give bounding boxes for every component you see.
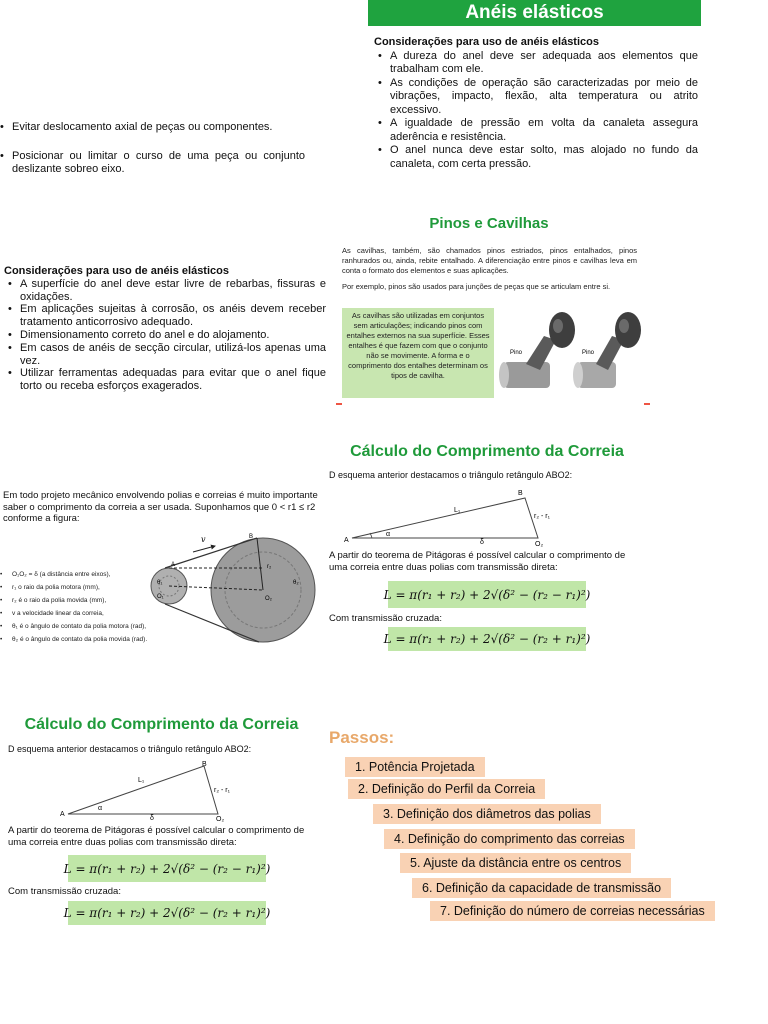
considerations-2-bullet: • Dimensionamento correto do anel e do alojamento.: [20, 329, 326, 342]
step-3: 3. Definição dos diâmetros das polias: [373, 804, 601, 824]
correia-intro-1: D esquema anterior destacamos o triângulo retângulo ABO2:: [329, 470, 573, 480]
tri2-side: r₂ - r₁: [214, 787, 230, 794]
fig-O2: O₂: [265, 596, 272, 602]
considerations-2-bullet: • Utilizar ferramentas adequadas para evitar que o anel fique torto ou receba esforços exagerados.: [20, 367, 326, 393]
tri2-delta: δ: [150, 815, 154, 822]
legend-item: • v a velocidade linear da correia,: [12, 607, 154, 620]
pinos-para-1: As cavilhas, também, são chamados pinos estriados, pinos entalhados, pinos ranhurados ou, ainda, rebite entalhado. A diferenciação entre pinos e cavilhas leva em conta o formato dos elementos e suas aplicações.: [342, 246, 637, 275]
pino-label-1: Pino: [510, 350, 523, 356]
tri2-O2: O₂: [216, 816, 225, 823]
fig-B: B: [249, 534, 254, 540]
step-5: 5. Ajuste da distância entre os centros: [400, 853, 631, 873]
step-4: 4. Definição do comprimento das correias: [384, 829, 635, 849]
divider-mark: [336, 403, 342, 405]
left-bullet-list: [0, 121, 305, 176]
pinos-para-2: Por exemplo, pinos são usados para junções de peças que se articulam entre si.: [342, 282, 611, 291]
tri-A: A: [344, 537, 349, 544]
polias-legend: [4, 568, 154, 646]
pino-illustrations: [496, 304, 646, 400]
correia-text-1: A partir do teorema de Pitágoras é possível calcular o comprimento de uma correia entre duas polias com transmissão direta:: [329, 550, 626, 573]
aneis-considerations: [374, 36, 698, 171]
formula-direct-1: L = π(r₁ + r₂) + 2√(δ² − (r₂ − r₁)²): [388, 581, 586, 608]
considerations-2-bullet: • Em aplicações sujeitas à corrosão, os anéis devem receber tratamento anticorrosivo adequado.: [20, 303, 326, 329]
legend-item: • O₁O₂ = δ (a distância entre eixos),: [12, 568, 154, 581]
legend-item: • θ₂ é o ângulo de contato da polia movida (rad).: [12, 633, 154, 646]
considerations-2: [4, 265, 326, 393]
correia-intro-2: D esquema anterior destacamos o triângulo retângulo ABO2:: [8, 744, 252, 754]
correia-title-2: Cálculo do Comprimento da Correia: [24, 716, 299, 733]
tri-side: r₂ - r₁: [534, 513, 550, 520]
aneis-bullet: • A igualdade de pressão em volta da canaleta assegura aderência e resistência.: [390, 117, 698, 144]
polias-legend-list: [4, 568, 154, 646]
step-1: 1. Potência Projetada: [345, 757, 485, 777]
polias-figure: [153, 528, 319, 652]
formula-direct-2: L = π(r₁ + r₂) + 2√(δ² − (r₂ − r₁)²): [68, 855, 266, 882]
fig-v: v: [201, 535, 206, 544]
correia-title-1: Cálculo do Comprimento da Correia: [350, 443, 624, 460]
tri-delta: δ: [480, 539, 484, 546]
triangle-diagram-1: [330, 484, 570, 548]
aneis-heading: Considerações para uso de anéis elásticos: [374, 36, 599, 48]
tri-B: B: [518, 490, 523, 497]
considerations-2-list: [4, 278, 326, 393]
correia-text-3: A partir do teorema de Pitágoras é possível calcular o comprimento de uma correia entre duas polias com transmissão direta:: [8, 825, 305, 848]
aneis-bullet: • O anel nunca deve estar solto, mas alojado no fundo da canaleta, com certa pressão.: [390, 144, 698, 171]
step-7: 7. Definição do número de correias necessárias: [430, 901, 715, 921]
step-2: 2. Definição do Perfil da Correia: [348, 779, 545, 799]
tri-alpha: α: [386, 531, 391, 538]
aneis-title: Anéis elásticos: [368, 0, 701, 26]
fig-r2: r₂: [267, 564, 272, 570]
passos-title: Passos:: [329, 728, 395, 747]
correia-text-2: Com transmissão cruzada:: [329, 613, 442, 624]
pino-label-2: Pino: [582, 350, 595, 356]
fig-theta1: θ₁: [157, 580, 163, 586]
polias-intro: Em todo projeto mecânico envolvendo polias e correias é muito importante saber o comprimento da correia a ser usada. Suponhamos que 0 < r1 ≤ r2 conforme a figura:: [3, 490, 318, 524]
considerations-2-bullet: • Em casos de anéis de secção circular, utilizá-los apenas uma vez.: [20, 342, 326, 368]
correia-text-4: Com transmissão cruzada:: [8, 886, 121, 897]
formula-crossed-2: L = π(r₁ + r₂) + 2√(δ² − (r₂ + r₁)²): [68, 901, 266, 925]
formula-crossed-1: L = π(r₁ + r₂) + 2√(δ² − (r₂ + r₁)²): [388, 627, 586, 651]
tri2-A: A: [60, 811, 65, 818]
aneis-bullet: • As condições de operação são caracterizadas por meio de vibrações, impacto, flexão, alta temperatura ou atrito excessivo.: [390, 77, 698, 118]
pinos-title: Pinos e Cavilhas: [429, 215, 549, 232]
legend-item: • θ₁ é o ângulo de contato da polia motora (rad),: [12, 620, 154, 633]
left-bullet: • Evitar deslocamento axial de peças ou componentes.: [12, 121, 305, 134]
legend-item: • r₁ o raio da polia motora (mm),: [12, 581, 154, 594]
fig-O1: O₁: [157, 594, 164, 600]
legend-item: • r₂ é o raio da polia movida (mm),: [12, 594, 154, 607]
divider-mark: [644, 403, 650, 405]
tri2-alpha: α: [98, 805, 103, 812]
left-bullet: • Posicionar ou limitar o curso de uma peça ou conjunto deslizante sobreo eixo.: [12, 150, 305, 176]
fig-A: A: [171, 562, 176, 568]
step-6: 6. Definição da capacidade de transmissão: [412, 878, 671, 898]
tri-L1: L₁: [454, 507, 461, 514]
cavilhas-box: As cavilhas são utilizadas em conjuntos sem articulações; indicando pinos com entalhes externos na sua superfície. Esses entalhes é que fazem com que o conjunto não se movimente. A forma e o comprimento dos entalhes determinam os tipos de cavilha.: [342, 308, 494, 398]
tri2-L1: L₁: [138, 777, 145, 784]
considerations-2-heading: Considerações para uso de anéis elásticos: [4, 265, 229, 277]
tri2-B: B: [202, 761, 207, 768]
fig-theta2: θ₂: [293, 580, 299, 586]
considerations-2-bullet: • A superfície do anel deve estar livre de rebarbas, fissuras e oxidações.: [20, 278, 326, 304]
aneis-bullet-list: [374, 50, 698, 172]
tri-O2: O₂: [535, 541, 544, 548]
triangle-diagram-2: [8, 758, 248, 823]
left-bullets: [0, 121, 305, 176]
aneis-bullet: • A dureza do anel deve ser adequada aos elementos que trabalham com ele.: [390, 50, 698, 77]
